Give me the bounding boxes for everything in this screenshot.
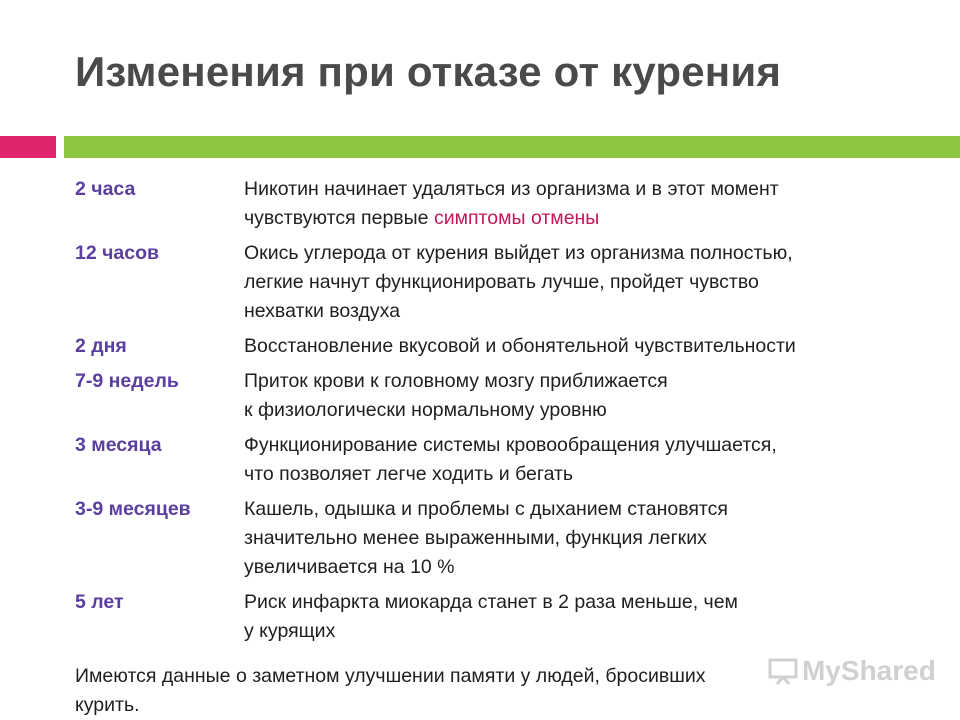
footer-line: Имеются данные о заметном улучшении памяти у людей, бросивших bbox=[75, 665, 706, 687]
description-line: Функционирование системы кровообращения улучшается, bbox=[244, 434, 777, 456]
period-description bbox=[244, 367, 935, 425]
description-line: что позволяет легче ходить и бегать bbox=[244, 463, 574, 485]
description-line: Риск инфаркта миокарда станет в 2 раза меньше, чем bbox=[244, 591, 738, 613]
period-label: 2 часа bbox=[75, 178, 136, 200]
description-line: у курящих bbox=[244, 620, 336, 642]
accent-bar-green bbox=[64, 136, 960, 158]
description-line: нехватки воздуха bbox=[244, 300, 401, 322]
timeline-row bbox=[75, 239, 935, 326]
description-line: увеличивается на 10 % bbox=[244, 556, 455, 578]
period-description bbox=[244, 431, 935, 489]
description-line bbox=[244, 204, 935, 233]
timeline-row bbox=[75, 332, 935, 361]
period-description bbox=[244, 239, 935, 326]
accent-bar-pink bbox=[0, 136, 56, 158]
period-label: 12 часов bbox=[75, 242, 160, 264]
description-line: Окись углерода от курения выйдет из организма полностью, bbox=[244, 242, 793, 264]
description-line: Кашель, одышка и проблемы с дыханием становятся bbox=[244, 498, 728, 520]
timeline-list bbox=[75, 175, 935, 652]
watermark bbox=[768, 655, 936, 687]
period-label: 7-9 недель bbox=[75, 370, 179, 392]
period-description bbox=[244, 175, 935, 233]
description-line: Приток крови к головному мозгу приближается bbox=[244, 370, 668, 392]
period-label: 5 лет bbox=[75, 591, 124, 613]
description-text: чувствуются первые bbox=[244, 207, 434, 229]
period-description bbox=[244, 495, 935, 582]
timeline-row bbox=[75, 431, 935, 489]
withdrawal-symptoms-term: симптомы отмены bbox=[433, 207, 600, 229]
description-line: Восстановление вкусовой и обонятельной чувствительности bbox=[244, 335, 796, 357]
period-description bbox=[244, 588, 935, 646]
timeline-row bbox=[75, 367, 935, 425]
presentation-icon bbox=[768, 657, 798, 685]
page-title: Изменения при отказе от курения bbox=[75, 48, 782, 95]
timeline-row bbox=[75, 175, 935, 233]
footer-line: курить. bbox=[75, 694, 140, 716]
timeline-row bbox=[75, 588, 935, 646]
period-label: 2 дня bbox=[75, 335, 127, 357]
description-line: легкие начнут функционировать лучше, пройдет чувство bbox=[244, 271, 759, 293]
period-label: 3-9 месяцев bbox=[75, 498, 191, 520]
period-description bbox=[244, 332, 935, 361]
timeline-row bbox=[75, 495, 935, 582]
description-line: значительно менее выраженными, функция легких bbox=[244, 527, 707, 549]
description-line: Никотин начинает удаляться из организма и в этот момент bbox=[244, 178, 779, 200]
watermark-text: MyShared bbox=[802, 655, 936, 686]
description-line: к физиологически нормальному уровню bbox=[244, 399, 607, 421]
period-label: 3 месяца bbox=[75, 434, 162, 456]
